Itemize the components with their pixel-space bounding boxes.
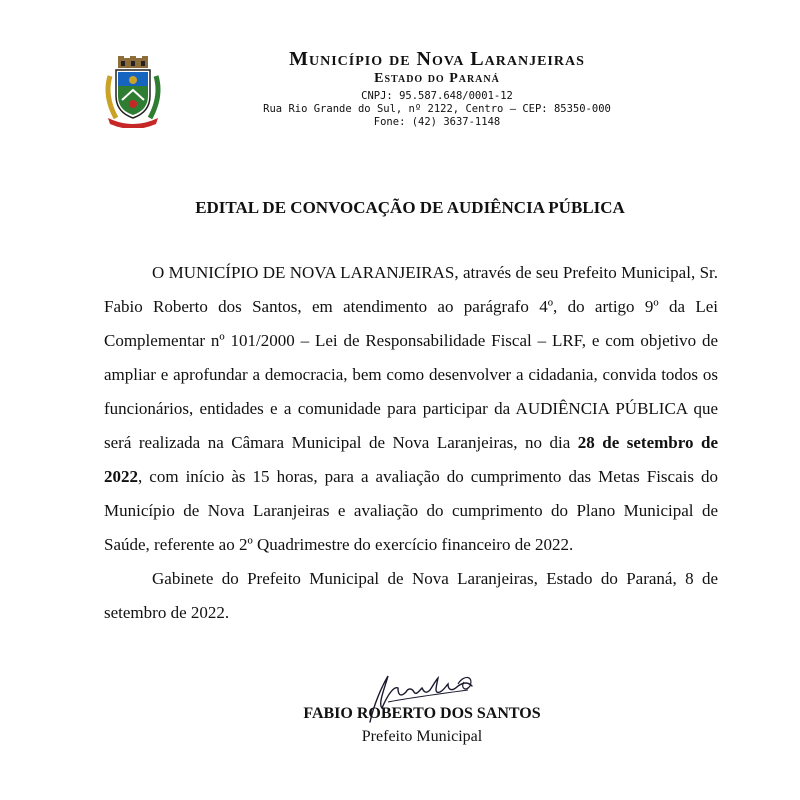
address: Rua Rio Grande do Sul, nº 2122, Centro – CEP: 85350-000 [263,102,611,115]
closing-paragraph: Gabinete do Prefeito Municipal de Nova Laranjeiras, Estado do Paraná, 8 de setembro de 2022. [104,569,718,622]
municipal-coat-of-arms [102,56,164,128]
paragraph-text-end: , com início às 15 horas, para a avaliação do cumprimento das Metas Fiscais do Município de Nova Laranjeiras e avaliação do cumprimento do Plano Municipal de Saúde, referente ao 2º Quadrimestre do exercício financeiro de 2022. [104,467,718,554]
letterhead [232,49,642,129]
signatory-role: Prefeito Municipal [361,728,483,745]
document-title: EDITAL DE CONVOCAÇÃO DE AUDIÊNCIA PÚBLICA [195,198,625,217]
phone: Fone: (42) 3637-1148 [373,115,501,128]
cnpj: CNPJ: 95.587.648/0001-12 [361,89,513,102]
paragraph-text-start: O MUNICÍPIO DE NOVA LARANJEIRAS, através de seu Prefeito Municipal, Sr. Fabio Roberto dos Santos, em atendimento ao parágrafo 4º, do artigo 9º da Lei Complementar nº 101/2000 – Lei de Responsabilidade Fiscal – LRF, e com objetivo de ampliar e aprofundar a democracia, bem como desenvolver a cidadania, convida todos os funcionários, entidades e a comunidade para participar da AUDIÊNCIA PÚBLICA que será realizada na Câmara Municipal de Nova Laranjeiras, no dia [104,263,718,452]
convocation-paragraph [104,256,718,562]
municipality-name: Município de Nova Laranjeiras [289,48,585,70]
document-body [104,256,718,630]
state-name: Estado do Paraná [374,71,500,86]
signatory-name: FABIO ROBERTO DOS SANTOS [303,705,541,722]
hearing-date: 28 de setembro de 2022 [104,433,718,486]
